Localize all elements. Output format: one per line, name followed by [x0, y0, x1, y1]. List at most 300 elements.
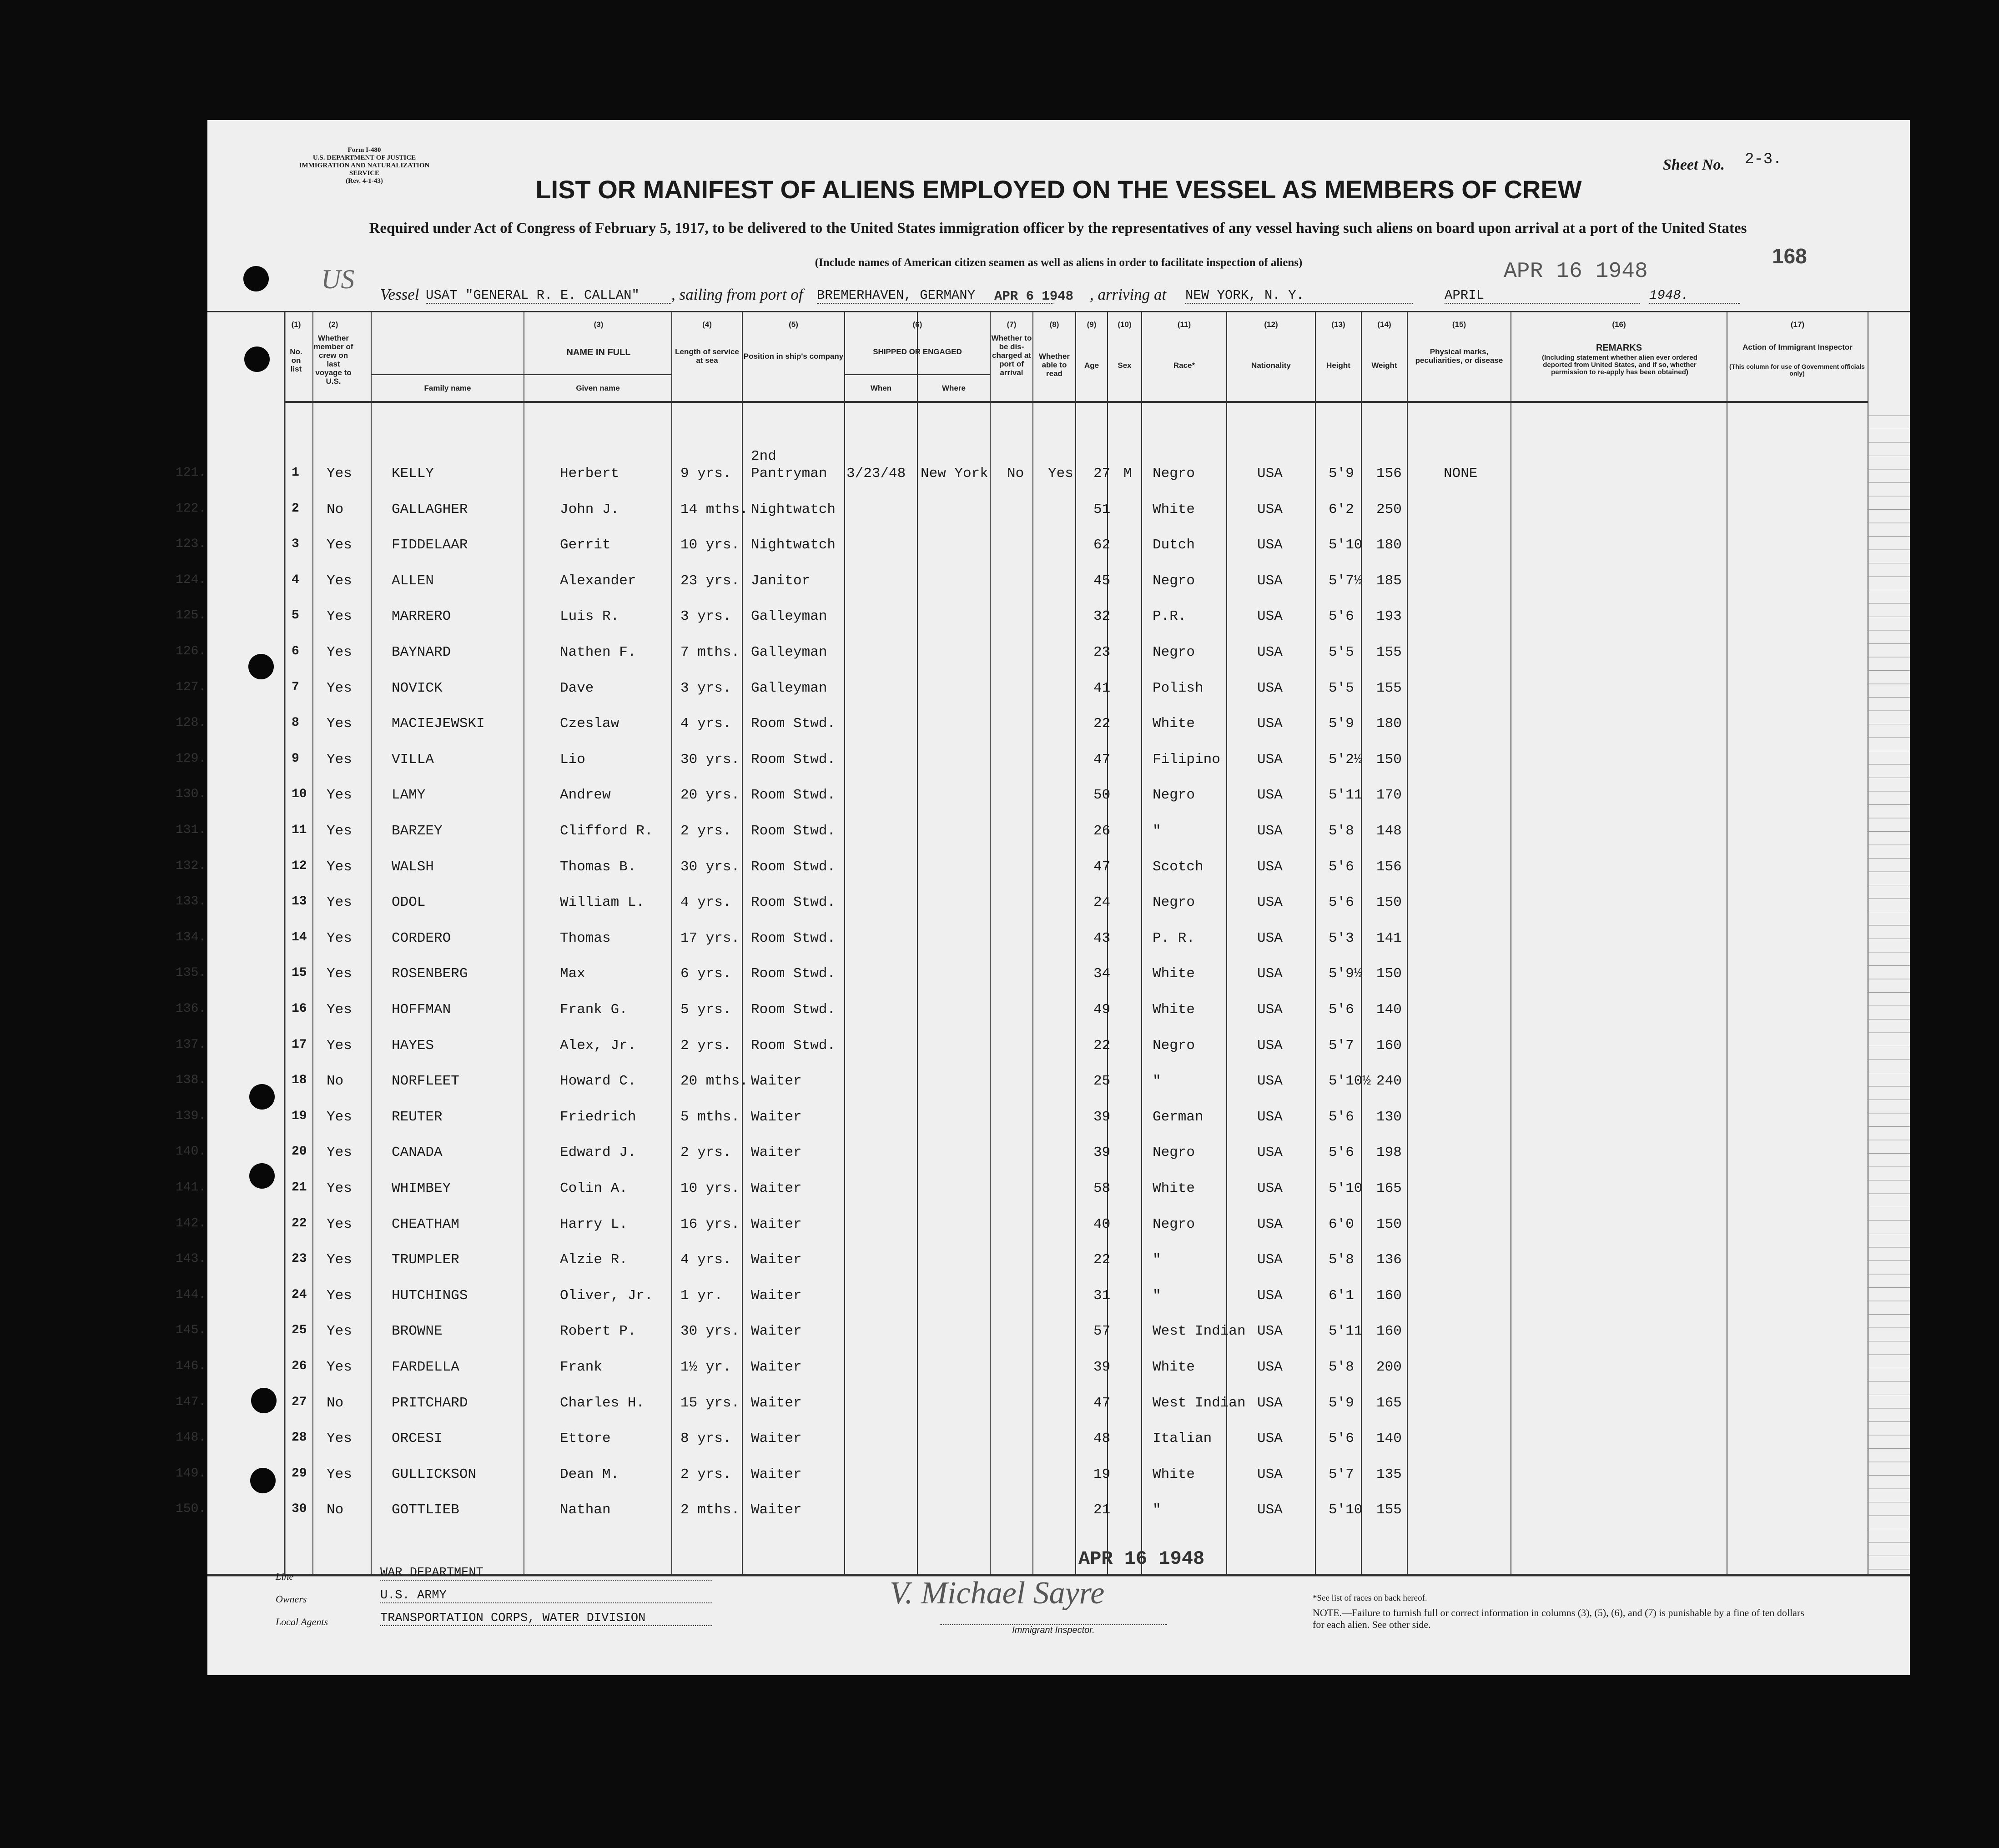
row-race: Polish: [1153, 680, 1203, 696]
page-subtitle: Required under Act of Congress of February 5, 1917, to be delivered to the United States immigration officer by the representatives of any vessel having such aliens on board upon arrival at a port of the United States: [369, 220, 1747, 236]
row-previous-voyage: Yes: [327, 1037, 352, 1054]
row-race: P. R.: [1153, 930, 1195, 946]
table-row: [176, 1180, 1910, 1216]
row-given-name: William L.: [560, 894, 645, 911]
col-13-header: Height: [1326, 361, 1350, 370]
row-given-name: Lio: [560, 751, 585, 768]
row-family-name: FARDELLA: [392, 1359, 459, 1375]
row-weight: 150: [1376, 751, 1402, 768]
row-age: 19: [1093, 1466, 1111, 1482]
row-service-length: 17 yrs.: [680, 930, 740, 946]
row-weight: 156: [1376, 859, 1402, 875]
row-given-name: Gerrit: [560, 537, 611, 553]
row-weight: 148: [1376, 823, 1402, 839]
row-family-name: VILLA: [392, 751, 434, 768]
row-race: White: [1153, 1002, 1195, 1018]
row-nationality: USA: [1257, 608, 1283, 625]
row-seq: 147.: [176, 1395, 206, 1409]
row-seq: 137.: [176, 1037, 206, 1052]
row-race: ": [1153, 1252, 1161, 1268]
row-previous-voyage: Yes: [327, 1145, 352, 1161]
row-number: 22: [292, 1216, 307, 1230]
col-8-header: Whether able to read: [1039, 352, 1070, 378]
form-revision: (Rev. 4-1-43): [346, 177, 383, 185]
row-age: 39: [1093, 1359, 1111, 1375]
row-previous-voyage: No: [327, 1073, 344, 1090]
col-17-note: (This column for use of Government officials only): [1729, 363, 1865, 377]
row-previous-voyage: Yes: [327, 572, 352, 589]
col-1-header: No. on list: [290, 347, 302, 373]
row-race: White: [1153, 1359, 1195, 1375]
row-weight: 180: [1376, 537, 1402, 553]
row-race: White: [1153, 716, 1195, 732]
manifest-page: [176, 120, 1910, 1675]
row-age: 51: [1093, 501, 1111, 517]
row-age: 22: [1093, 1037, 1111, 1054]
row-position: Waiter: [751, 1073, 802, 1090]
row-position: Waiter: [751, 1466, 802, 1482]
row-service-length: 14 mths.: [680, 501, 748, 517]
row-family-name: NORFLEET: [392, 1073, 459, 1090]
row-family-name: KELLY: [392, 466, 434, 482]
table-row: [176, 930, 1910, 966]
table-row: [176, 894, 1910, 930]
table-row: [176, 966, 1910, 1002]
row-seq: 123.: [176, 537, 206, 552]
row-age: 57: [1093, 1323, 1111, 1340]
row-height: 5'6: [1329, 1002, 1354, 1018]
row-seq: 150.: [176, 1502, 206, 1517]
row-nationality: USA: [1257, 1431, 1283, 1447]
row-given-name: Dave: [560, 680, 594, 696]
table-row: [176, 1002, 1910, 1038]
row-number: 24: [292, 1287, 307, 1302]
row-age: 22: [1093, 716, 1111, 732]
row-number: 5: [292, 608, 299, 623]
row-position: Room Stwd.: [751, 751, 836, 768]
row-age: 22: [1093, 1252, 1111, 1268]
row-height: 5'8: [1329, 823, 1354, 839]
row-age: 39: [1093, 1109, 1111, 1125]
row-seq: 146.: [176, 1359, 206, 1373]
row-family-name: ALLEN: [392, 572, 434, 589]
page-subtitle-note: (Include names of American citizen seamen as well as aliens in order to facilitate inspection of aliens): [815, 256, 1303, 269]
row-position: Galleyman: [751, 644, 827, 660]
row-height: 5'9½: [1329, 966, 1363, 982]
row-age: 43: [1093, 930, 1111, 946]
row-position: Nightwatch: [751, 537, 836, 553]
row-height: 5'6: [1329, 859, 1354, 875]
col-2-header: Whether member of crew on last voyage to U.S.: [313, 334, 353, 386]
line-value: WAR DEPARTMENT: [380, 1566, 712, 1581]
row-family-name: ORCESI: [392, 1431, 443, 1447]
row-height: 5'3: [1329, 930, 1354, 946]
row-seq: 128.: [176, 716, 206, 730]
table-row: [176, 859, 1910, 895]
row-given-name: Colin A.: [560, 1180, 628, 1196]
row-previous-voyage: Yes: [327, 537, 352, 553]
row-given-name: Andrew: [560, 787, 611, 803]
row-number: 1: [292, 466, 299, 480]
row-family-name: NOVICK: [392, 680, 443, 696]
row-nationality: USA: [1257, 1502, 1283, 1518]
row-weight: 141: [1376, 930, 1402, 946]
row-number: 9: [292, 751, 299, 766]
row-weight: 180: [1376, 716, 1402, 732]
agents-value: TRANSPORTATION CORPS, WATER DIVISION: [380, 1612, 712, 1626]
col-7-number: (7): [1007, 320, 1017, 329]
row-nationality: USA: [1257, 1252, 1283, 1268]
row-age: 62: [1093, 537, 1111, 553]
row-age: 47: [1093, 859, 1111, 875]
row-race: P.R.: [1153, 608, 1187, 625]
row-seq: 139.: [176, 1109, 206, 1123]
row-given-name: Nathan: [560, 1502, 611, 1518]
row-seq: 145.: [176, 1323, 206, 1338]
table-row: [176, 787, 1910, 823]
row-height: 5'11: [1329, 787, 1363, 803]
row-number: 27: [292, 1395, 307, 1409]
row-race: Negro: [1153, 572, 1195, 589]
row-seq: 131.: [176, 823, 206, 837]
row-number: 12: [292, 859, 307, 873]
row-race: Negro: [1153, 1145, 1195, 1161]
row-given-name: Ettore: [560, 1431, 611, 1447]
arrival-month: APRIL: [1445, 288, 1640, 304]
row-position: Waiter: [751, 1109, 802, 1125]
row-height: 6'0: [1329, 1216, 1354, 1232]
table-row: [176, 1252, 1910, 1288]
row-number: 13: [292, 894, 307, 909]
table-row: [176, 716, 1910, 752]
row-given-name: Oliver, Jr.: [560, 1287, 653, 1304]
row-previous-voyage: Yes: [327, 1180, 352, 1196]
row-service-length: 8 yrs.: [680, 1431, 731, 1447]
col-17-header: Action of Immigrant Inspector: [1742, 343, 1853, 352]
row-height: 5'6: [1329, 608, 1354, 625]
col-1-number: (1): [291, 320, 301, 329]
row-race: Negro: [1153, 466, 1195, 482]
row-position: Room Stwd.: [751, 859, 836, 875]
row-given-name: Thomas B.: [560, 859, 636, 875]
row-service-length: 2 yrs.: [680, 1466, 731, 1482]
row-height: 5'5: [1329, 644, 1354, 660]
row-age: 39: [1093, 1145, 1111, 1161]
row-race: ": [1153, 1073, 1161, 1090]
form-number: Form I-480: [347, 146, 381, 154]
table-row: [176, 1037, 1910, 1074]
row-height: 5'6: [1329, 894, 1354, 911]
row-weight: 170: [1376, 787, 1402, 803]
row-given-name: Luis R.: [560, 608, 619, 625]
row-seq: 132.: [176, 859, 206, 873]
row-family-name: ROSENBERG: [392, 966, 468, 982]
col-12-number: (12): [1264, 320, 1278, 329]
row-nationality: USA: [1257, 644, 1283, 660]
page-footer: [207, 1539, 1910, 1675]
row-position: Pantryman: [751, 466, 827, 482]
row-family-name: TRUMPLER: [392, 1252, 459, 1268]
row-family-name: GOTTLIEB: [392, 1502, 459, 1518]
row-number: 29: [292, 1466, 307, 1481]
row-height: 5'10½: [1329, 1073, 1371, 1090]
row-position: Nightwatch: [751, 501, 836, 517]
row-service-length: 30 yrs.: [680, 1323, 740, 1340]
row-position: Room Stwd.: [751, 823, 836, 839]
row-age: 27: [1093, 466, 1111, 482]
row-weight: 160: [1376, 1323, 1402, 1340]
row-service-length: 30 yrs.: [680, 751, 740, 768]
col-3-number: (3): [594, 320, 604, 329]
row-height: 5'9: [1329, 1395, 1354, 1411]
table-row: [176, 1359, 1910, 1395]
row-age: 41: [1093, 680, 1111, 696]
col-6a-header: When: [870, 384, 892, 392]
row-family-name: HUTCHINGS: [392, 1287, 468, 1304]
row-age: 47: [1093, 751, 1111, 768]
row-position: Waiter: [751, 1502, 802, 1518]
row-position: Room Stwd.: [751, 787, 836, 803]
row-service-length: 9 yrs.: [680, 466, 731, 482]
row-race: West Indian: [1153, 1323, 1246, 1340]
col-3-header: NAME IN FULL: [566, 347, 631, 357]
row-seq: 124.: [176, 572, 206, 587]
row-family-name: CORDERO: [392, 930, 451, 946]
row-weight: 155: [1376, 644, 1402, 660]
row-given-name: Herbert: [560, 466, 619, 482]
row-service-length: 20 mths.: [680, 1073, 748, 1090]
col-15-header: Physical marks, peculiarities, or disease: [1415, 347, 1503, 365]
row-family-name: LAMY: [392, 787, 426, 803]
row-height: 5'10: [1329, 1180, 1363, 1196]
row-position: Galleyman: [751, 680, 827, 696]
table-row: [176, 537, 1910, 573]
row-service-length: 2 yrs.: [680, 823, 731, 839]
row-seq: 138.: [176, 1073, 206, 1088]
row-seq: 149.: [176, 1466, 206, 1481]
row-number: 3: [292, 537, 299, 552]
sheet-value: 2-3.: [1745, 151, 1782, 168]
table-row: [176, 1431, 1910, 1466]
row-number: 2: [292, 501, 299, 516]
row-age: 24: [1093, 894, 1111, 911]
row-nationality: USA: [1257, 1109, 1283, 1125]
row-race: White: [1153, 1180, 1195, 1196]
row-given-name: Dean M.: [560, 1466, 619, 1482]
col-8-number: (8): [1049, 320, 1059, 329]
owners-value: U.S. ARMY: [380, 1589, 712, 1603]
row-seq: 129.: [176, 751, 206, 766]
row-previous-voyage: Yes: [327, 787, 352, 803]
row-weight: 140: [1376, 1002, 1402, 1018]
row-given-name: Frank G.: [560, 1002, 628, 1018]
row-race: ": [1153, 823, 1161, 839]
row-number: 21: [292, 1180, 307, 1195]
row-weight: 136: [1376, 1252, 1402, 1268]
row-service-length: 2 mths.: [680, 1502, 740, 1518]
row-previous-voyage: Yes: [327, 1252, 352, 1268]
col-7-header: Whether to be dis-charged at port of arrival: [991, 334, 1032, 377]
row-service-length: 4 yrs.: [680, 894, 731, 911]
row-physical-marks: NONE: [1444, 466, 1478, 482]
row-service-length: 5 yrs.: [680, 1002, 731, 1018]
row-number: 23: [292, 1252, 307, 1266]
row-previous-voyage: Yes: [327, 823, 352, 839]
row-age: 49: [1093, 1002, 1111, 1018]
row-previous-voyage: Yes: [327, 966, 352, 982]
row-given-name: Thomas: [560, 930, 611, 946]
row-previous-voyage: Yes: [327, 1323, 352, 1340]
row-position: Waiter: [751, 1180, 802, 1196]
row-nationality: USA: [1257, 1073, 1283, 1090]
row-seq: 136.: [176, 1002, 206, 1016]
row-seq: 148.: [176, 1431, 206, 1445]
row-nationality: USA: [1257, 680, 1283, 696]
row-previous-voyage: Yes: [327, 1287, 352, 1304]
row-weight: 150: [1376, 1216, 1402, 1232]
row-position: Waiter: [751, 1287, 802, 1304]
row-service-length: 3 yrs.: [680, 608, 731, 625]
row-height: 5'6: [1329, 1109, 1354, 1125]
row-seq: 126.: [176, 644, 206, 658]
row-service-length: 5 mths.: [680, 1109, 740, 1125]
col-16-number: (16): [1612, 320, 1626, 329]
col-10-number: (10): [1118, 320, 1132, 329]
row-service-length: 3 yrs.: [680, 680, 731, 696]
row-previous-voyage: Yes: [327, 894, 352, 911]
row-seq: 127.: [176, 680, 206, 694]
row-family-name: PRITCHARD: [392, 1395, 468, 1411]
row-able-to-read: Yes: [1048, 466, 1073, 482]
row-family-name: CHEATHAM: [392, 1216, 459, 1232]
row-given-name: Clifford R.: [560, 823, 653, 839]
table-row: [176, 572, 1910, 609]
page-title: LIST OR MANIFEST OF ALIENS EMPLOYED ON THE VESSEL AS MEMBERS OF CREW: [535, 175, 1582, 204]
row-position: Waiter: [751, 1359, 802, 1375]
row-number: 17: [292, 1037, 307, 1052]
row-race: Negro: [1153, 1037, 1195, 1054]
row-family-name: BARZEY: [392, 823, 443, 839]
row-race: ": [1153, 1502, 1161, 1518]
row-previous-voyage: Yes: [327, 1359, 352, 1375]
row-age: 34: [1093, 966, 1111, 982]
row-number: 18: [292, 1073, 307, 1088]
row-given-name: Frank: [560, 1359, 603, 1375]
row-position: Room Stwd.: [751, 716, 836, 732]
row-weight: 155: [1376, 680, 1402, 696]
row-given-name: Alexander: [560, 572, 636, 589]
row-service-length: 1½ yr.: [680, 1359, 731, 1375]
row-nationality: USA: [1257, 894, 1283, 911]
row-family-name: HOFFMAN: [392, 1002, 451, 1018]
row-number: 16: [292, 1002, 307, 1016]
row-position: Room Stwd.: [751, 1002, 836, 1018]
row-race: West Indian: [1153, 1395, 1246, 1411]
table-row: [176, 1109, 1910, 1145]
table-row: [176, 823, 1910, 859]
row-family-name: ODOL: [392, 894, 426, 911]
arriving-label: , arriving at: [1090, 286, 1167, 303]
row-given-name: Nathen F.: [560, 644, 636, 660]
sheet-label: Sheet No.: [1663, 156, 1725, 173]
row-nationality: USA: [1257, 1323, 1283, 1340]
row-previous-voyage: Yes: [327, 644, 352, 660]
inspection-stamp: APR 16 1948: [1078, 1548, 1205, 1570]
binder-hole: [249, 1084, 275, 1110]
row-number: 30: [292, 1502, 307, 1517]
sailing-port: BREMERHAVEN, GERMANY: [817, 288, 1053, 304]
row-given-name: John J.: [560, 501, 619, 517]
row-previous-voyage: Yes: [327, 1431, 352, 1447]
row-height: 5'7: [1329, 1037, 1354, 1054]
row-position-prefix: 2nd: [751, 448, 776, 464]
col-9-number: (9): [1087, 320, 1097, 329]
received-stamp: APR 16 1948: [1504, 259, 1648, 284]
row-nationality: USA: [1257, 716, 1283, 732]
row-given-name: Howard C.: [560, 1073, 636, 1090]
col-5-number: (5): [789, 320, 798, 329]
arriving-port: NEW YORK, N. Y.: [1185, 288, 1413, 304]
row-previous-voyage: Yes: [327, 1466, 352, 1482]
col-12-header: Nationality: [1251, 361, 1291, 370]
table-row: [176, 608, 1910, 644]
agents-label: Local Agents: [276, 1616, 328, 1627]
row-position: Waiter: [751, 1431, 802, 1447]
row-service-length: 15 yrs.: [680, 1395, 740, 1411]
row-service-length: 7 mths.: [680, 644, 740, 660]
row-service-length: 23 yrs.: [680, 572, 740, 589]
row-height: 5'10: [1329, 1502, 1363, 1518]
col-4-number: (4): [702, 320, 712, 329]
row-position: Janitor: [751, 572, 811, 589]
row-race: White: [1153, 501, 1195, 517]
col-13-number: (13): [1331, 320, 1345, 329]
row-previous-voyage: No: [327, 1395, 344, 1411]
row-family-name: WALSH: [392, 859, 434, 875]
row-nationality: USA: [1257, 537, 1283, 553]
row-family-name: BROWNE: [392, 1323, 443, 1340]
row-service-length: 10 yrs.: [680, 1180, 740, 1196]
row-previous-voyage: No: [327, 1502, 344, 1518]
row-nationality: USA: [1257, 1180, 1283, 1196]
row-shipped-when: 3/23/48: [846, 466, 906, 482]
row-weight: 198: [1376, 1145, 1402, 1161]
col-3a-header: Family name: [424, 384, 471, 392]
row-family-name: MARRERO: [392, 608, 451, 625]
row-nationality: USA: [1257, 1287, 1283, 1304]
row-weight: 135: [1376, 1466, 1402, 1482]
row-previous-voyage: Yes: [327, 466, 352, 482]
col-2-number: (2): [328, 320, 338, 329]
binder-hole: [249, 1163, 275, 1189]
row-seq: 134.: [176, 930, 206, 944]
row-race: ": [1153, 1287, 1161, 1304]
row-age: 48: [1093, 1431, 1111, 1447]
row-weight: 155: [1376, 1502, 1402, 1518]
table-row: [176, 1145, 1910, 1180]
row-service-length: 2 yrs.: [680, 1145, 731, 1161]
col-6-number: (6): [912, 320, 922, 329]
table-row: [176, 448, 1910, 502]
line-label: Line: [276, 1571, 294, 1582]
table-row: [176, 751, 1910, 788]
row-nationality: USA: [1257, 823, 1283, 839]
col-16-header: REMARKS: [1596, 343, 1642, 353]
penalty-note: NOTE.—Failure to furnish full or correct information in columns (3), (5), (6), and (7) is punishable by a fine of ten dollars for each alien. See other side.: [1313, 1607, 1804, 1630]
row-height: 5'9: [1329, 466, 1354, 482]
row-number: 10: [292, 787, 307, 802]
row-nationality: USA: [1257, 501, 1283, 517]
